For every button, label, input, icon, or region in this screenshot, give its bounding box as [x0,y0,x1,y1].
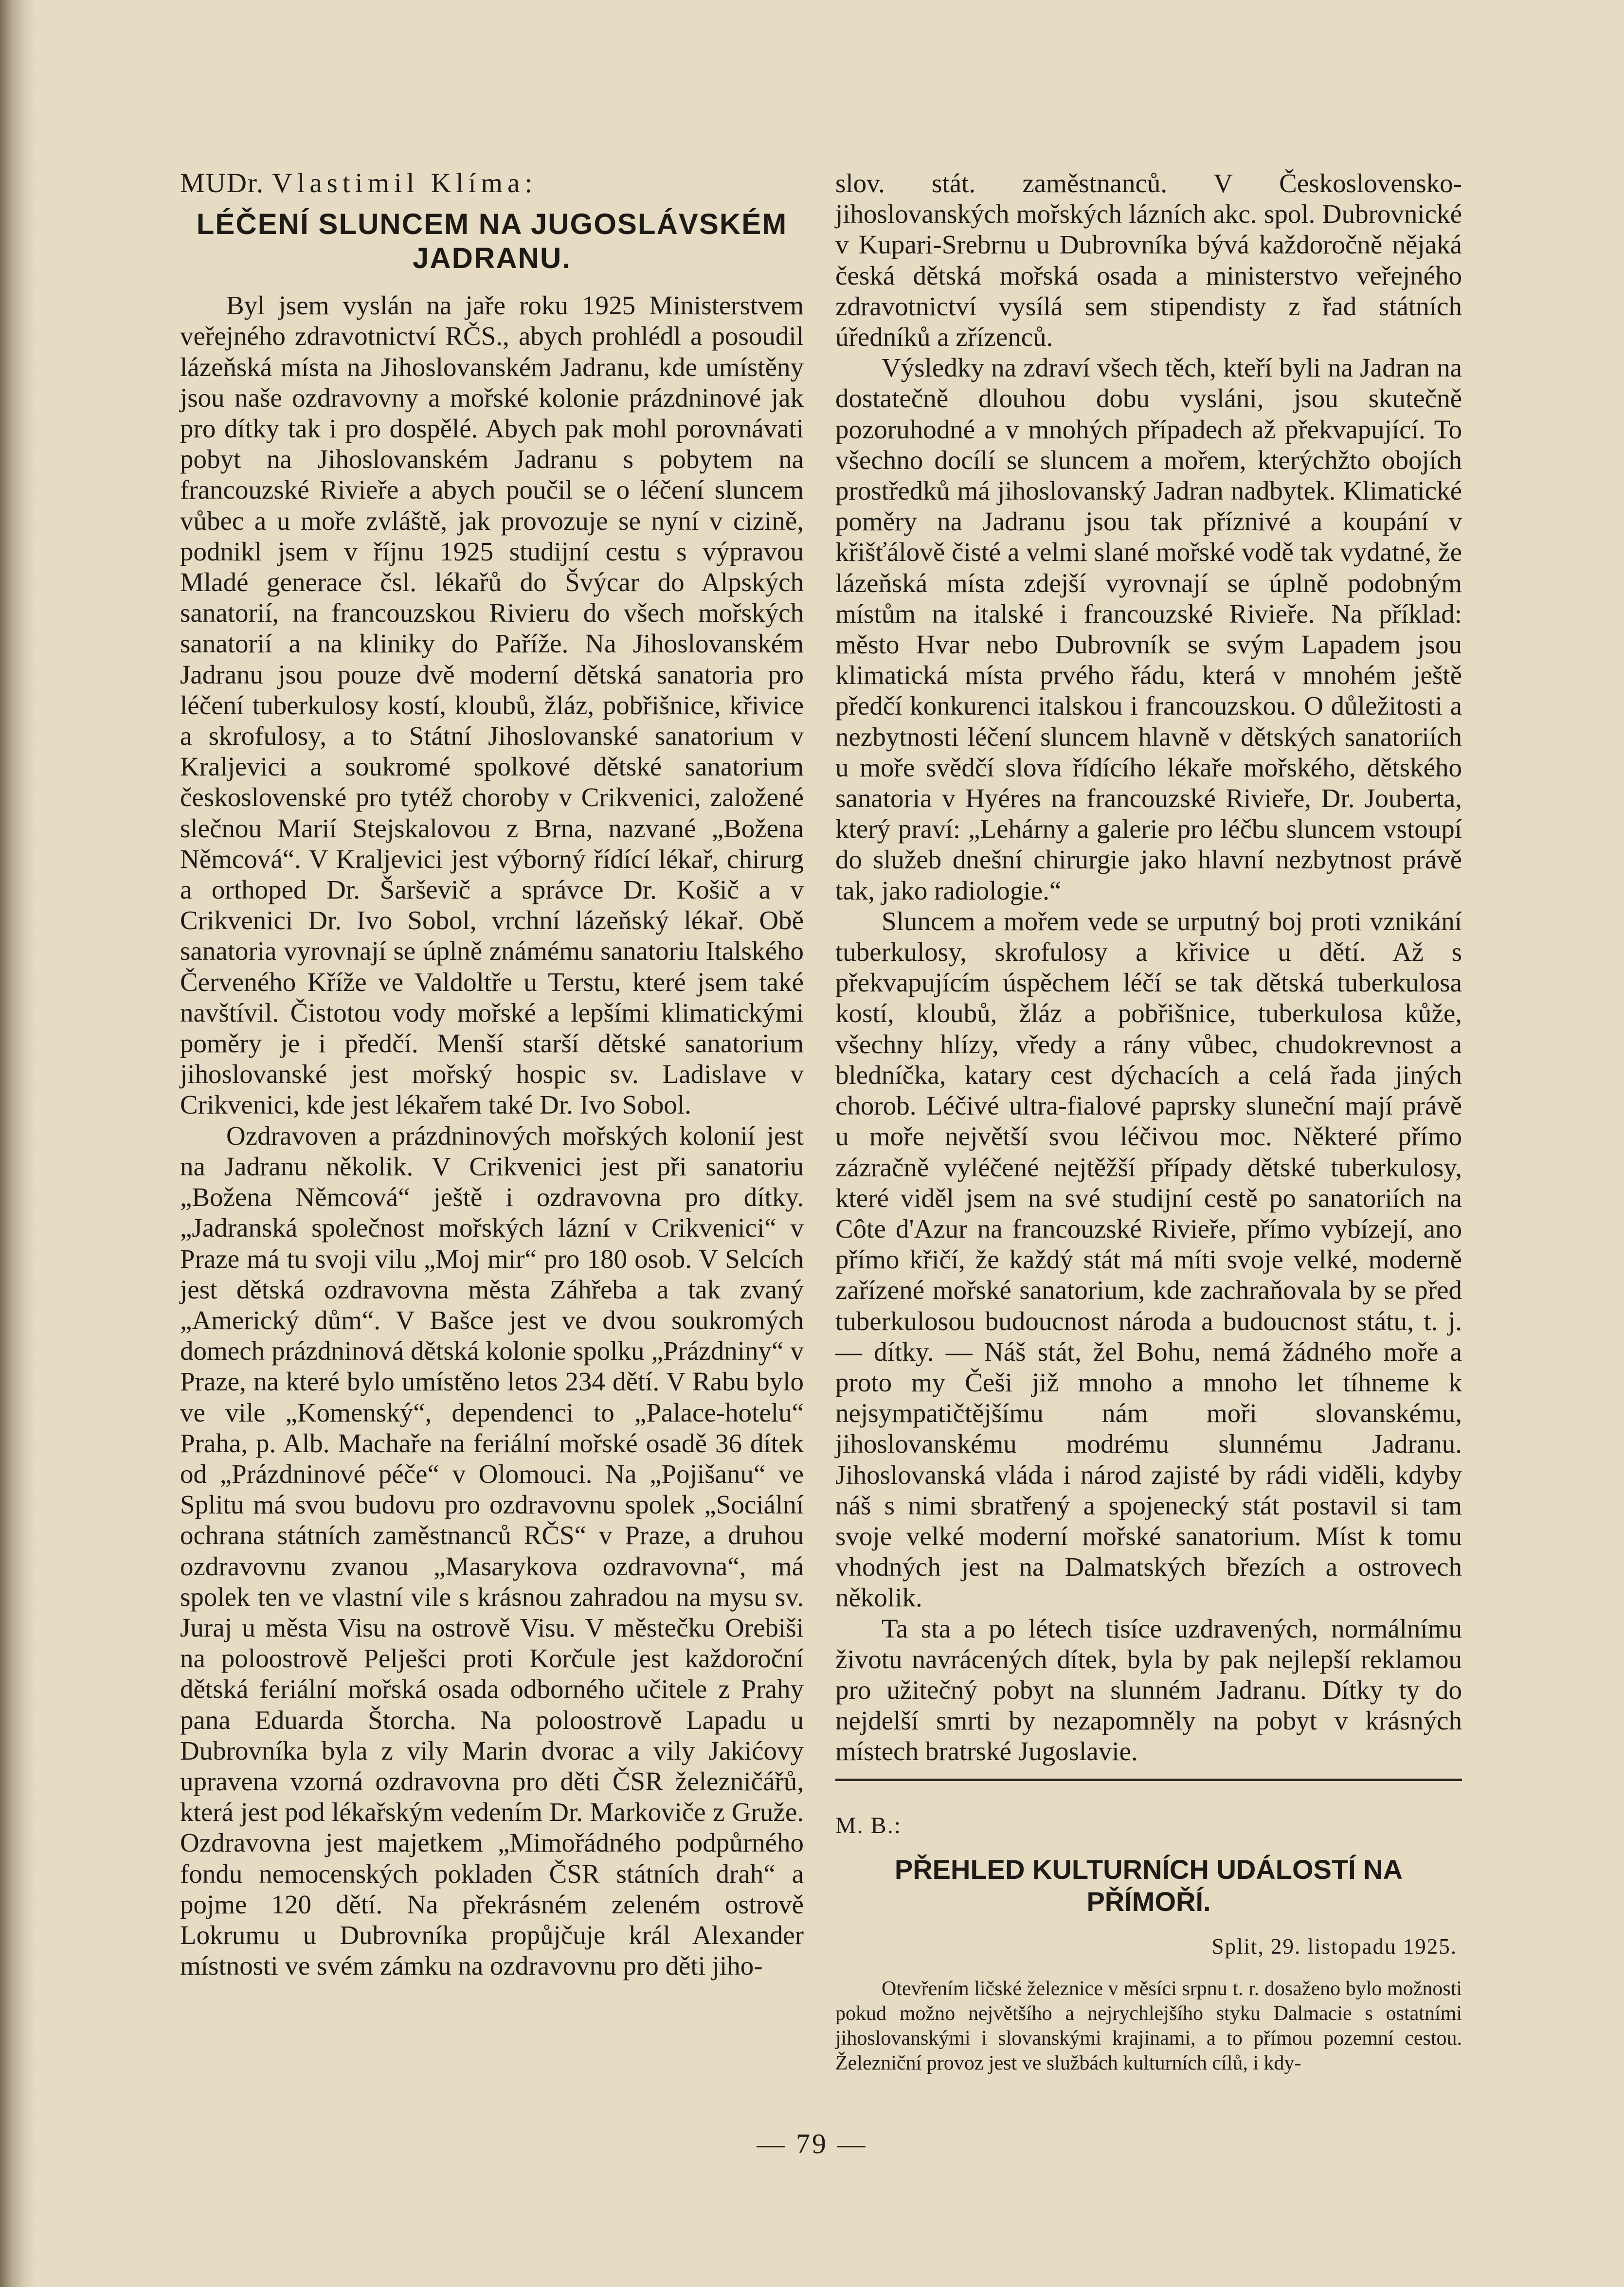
article-paragraph: slov. stát. zaměstnanců. V Československo-jihoslovanských mořských lázních akc. spol. Dubrovnické v Kupari-Srebrnu u Dubrovníka bývá každoročně nějaká česká dětská mořská osada a ministerstvo veřejného zdravotnictví vysílá sem stipendisty z řad státních úředníků a zřízenců. [835,168,1462,352]
article2-dateline: Split, 29. listopadu 1925. [1211,1934,1457,1959]
article2-author: M. B.: [835,1812,902,1838]
article2-paragraph: Otevřením ličské železnice v měsíci srpnu t. r. dosaženo bylo možnosti pokud možno největšího a nejrychlejšího styku Dalmacie s ostatními jihoslovanskými i slovanskými krajinami, a to přímou pozemní cestou. Železniční provoz jest ve službách kulturních cílů, i kdy- [835,1977,1462,2074]
page-binding-edge [0,0,36,2287]
article-paragraph: Ozdravoven a prázdninových mořských kolonií jest na Jadranu několik. V Crikvenici jest při sanatoriu „Božena Němcová“ ještě i ozdravovna pro dítky. „Jadranská společnost mořských lázní v Crikvenici“ v Praze má tu svoji vilu „Moj mir“ pro 180 osob. V Selcích jest dětská ozdravovna města Záhřeba a tak zvaný „Americký dům“. V Bašce jest ve dvou soukromých domech prázdninová dětská kolonie spolku „Prázdniny“ v Praze, na které bylo umístěno letos 234 dětí. V Rabu bylo ve vile „Komenský“, dependenci to „Palace-hotelu“ Praha, p. Alb. Machaře na feriální mořské osadě 36 dítek od „Prázdninové péče“ v Olomouci. Na „Pojišanu“ ve Splitu má svou budovu pro ozdravovnu spolek „Sociální ochrana státních zaměstnanců RČS“ v Praze, a druhou ozdravovnu zvanou „Masarykova ozdravovna“, má spolek ten ve vlastní vile s krásnou zahradou na mysu sv. Juraj u města Visu na ostrově Visu. V městečku Orebiši na poloostrově Pelješci proti Korčule jest každoroční dětská feriální mořská osada odborného učitele z Prahy pana Eduarda Štorcha. Na poloostrově Lapadu u Dubrovníka byla z vily Marin dvorac a vily Jakićovy upravena vzorná ozdravovna pro děti ČSR železničářů, která jest pod lékařským vedením Dr. Markoviče z Gruže. Ozdravovna jest majetkem „Mimořádného podpůrného fondu nemocenských pokladen ČSR státních drah“ a pojme 120 dětí. Na překrásném zeleném ostrově Lokrumu u Dubrovníka propůjčuje král Alexander místnosti ve svém zámku na ozdravovnu pro děti jiho- [180,1120,804,1981]
author-name: Vlastimil Klíma: [272,168,538,198]
author-prefix: MUDr. [180,168,272,198]
left-column [180,168,804,1981]
article-paragraph: Výsledky na zdraví všech těch, kteří byli na Jadran na dostatečně dlouhou dobu vysláni, jsou skutečně pozoruhodné a v mnohých případech až překvapující. To všechno docílí se sluncem a mořem, kterýchžto obojích prostředků má jihoslovanský Jadran nadbytek. Klimatické poměry na Jadranu jsou tak příznivé a koupání v křišťálově čisté a velmi slané mořské vodě tak vydatné, že lázeňská místa zdejší vyrovnají se úplně podobným místům na italské i francouzské Rivieře. Na příklad: město Hvar nebo Dubrovník se svým Lapadem jsou klimatická místa prvého řádu, která v mnohém ještě předčí konkurenci italskou i francouzskou. O důležitosti a nezbytnosti léčení sluncem hlavně v dětských sanatoriích u moře svědčí slova řídícího lékaře mořského, dětského sanatoria v Hyéres na francouzské Rivieře, Dr. Jouberta, který praví: „Lehárny a galerie pro léčbu sluncem vstoupí do služeb dnešní chirurgie jako hlavní nezbytnost právě tak, jako radiologie.“ [835,353,1462,905]
article-paragraph: Byl jsem vyslán na jaře roku 1925 Ministerstvem veřejného zdravotnictví RČS., abych prohlédl a posoudil lázeňská místa na Jihoslovanském Jadranu, kde umístěny jsou naše ozdravovny a mořské kolonie prázdninové jak pro dítky tak i pro dospělé. Abych pak mohl porovnávati pobyt na Jihoslovanském Jadranu s pobytem na francouzské Rivieře a abych poučil se o léčení sluncem vůbec a u moře zvláště, jak provozuje se nyní v cizině, podnikl jsem v říjnu 1925 studijní cestu s výpravou Mladé generace čsl. lékařů do Švýcar do Alpských sanatorií, na francouzskou Rivieru do všech mořských sanatorií a na kliniky do Paříže. Na Jihoslovanském Jadranu jsou pouze dvě moderní dětská sanatoria pro léčení tuberkulosy kostí, kloubů, žláz, pobřišnice, křivice a skrofulosy, a to Státní Jihoslovanské sanatorium v Kraljevici a soukromé spolkové dětské sanatorium československé pro tytéž choroby v Crikvenici, založené slečnou Marií Stejskalovou z Brna, nazvané „Božena Němcová“. V Kraljevici jest výborný řídící lékař, chirurg a orthoped Dr. Šarševič a správce Dr. Košič a v Crikvenici Dr. Ivo Sobol, vrchní lázeňský lékař. Obě sanatoria vyrovnají se úplně známému sanatoriu Italského Červeného Kříže ve Valdoltře u Terstu, které jsem také navštívil. Čistotou vody mořské a lepšími klimatickými poměry je i předčí. Menší starší dětské sanatorium jihoslovanské jest mořský hospic sv. Ladislave v Crikvenici, kde jest lékařem také Dr. Ivo Sobol. [180,290,804,1120]
right-column [835,168,1462,2076]
section-divider [835,1779,1462,1781]
article2-title: PŘEHLED KULTURNÍCH UDÁLOSTÍ NA PŘÍMOŘÍ. [894,1854,1403,1917]
article-paragraph: Ta sta a po létech tisíce uzdravených, normálnímu životu navrácených dítek, byla by pak nejlepší reklamou pro užitečný pobyt na slunném Jadranu. Dítky ty do nejdelší smrti by nezapomněly na pobyt v krásných místech bratrské Jugoslavie. [835,1613,1462,1766]
article-author [180,168,804,198]
page-number: — 79 — [757,2128,867,2160]
article-title: LÉČENÍ SLUNCEM NA JUGOSLÁVSKÉM JADRANU. [196,208,788,275]
article-paragraph: Sluncem a mořem vede se urputný boj proti vznikání tuberkulosy, skrofulosy a křivice u dětí. Až s překvapujícím úspěchem léčí se tak dětská tuberkulosa kostí, kloubů, žláz a pobřišnice, tuberkulosa kůže, všechny hlízy, vředy a rány vůbec, chudokrevnost a bledníčka, katary cest dýchacích a celá řada jiných chorob. Léčivé ultra-fialové paprsky sluneční mají právě u moře největší svou léčivou moc. Některé přímo zázračně vyléčené nejtěžší případy dětské tuberkulosy, které viděl jsem na své studijní cestě po sanatoriích na Côte d'Azur na francouzské Rivieře, přímo vybízejí, ano přímo křičí, že každý stát má míti svoje velké, moderně zařízené mořské sanatorium, kde zachraňovala by se před tuberkulosou budoucnost národa a budoucnost státu, t. j. — dítky. — Náš stát, žel Bohu, nemá žádného moře a proto my Češi již mnoho a mnoho let tíhneme k nejsympatičtějšímu nám moři slovanskému, jihoslovanskému modrému slunnému Jadranu. Jihoslovanská vláda i národ zajisté by rádi viděli, kdyby náš s nimi sbratřený a spojenecký stát postavil si tam svoje velké moderní mořské sanatorium. Míst k tomu vhodných jest na Dalmatských březích a ostrovech několik. [835,906,1462,1613]
